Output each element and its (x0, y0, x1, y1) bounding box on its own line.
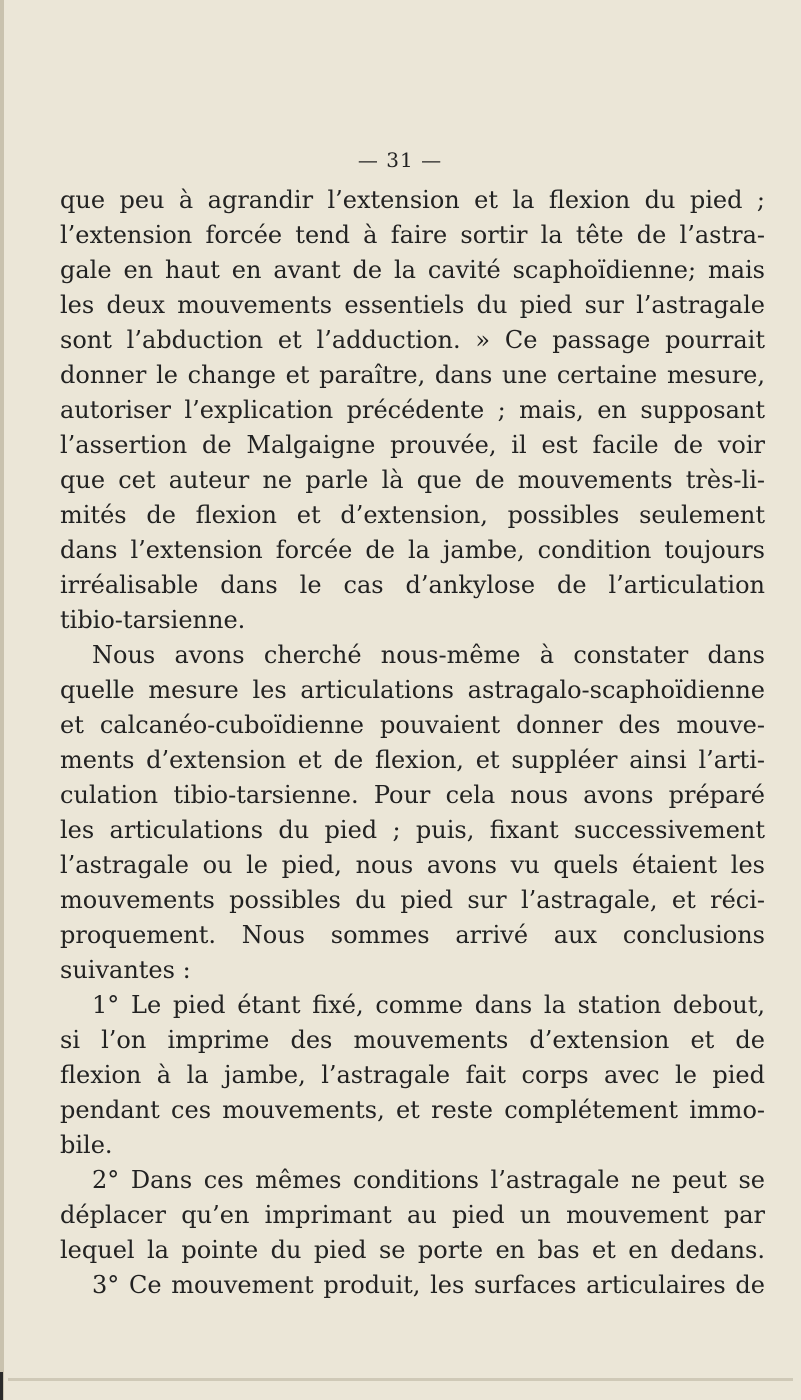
text-line: que peu à agrandir l’extension et la flexion du pied ; (60, 186, 765, 214)
page-number: — 31 — (357, 148, 443, 172)
text-line: dans l’extension forcée de la jambe, condition toujours (60, 536, 765, 564)
text-line: proquement. Nous sommes arrivé aux conclusions (60, 921, 765, 949)
text-line: les articulations du pied ; puis, fixant successivement (60, 816, 765, 844)
text-line: culation tibio-tarsienne. Pour cela nous avons préparé (60, 781, 765, 809)
text-line: déplacer qu’en imprimant au pied un mouvement par (60, 1201, 765, 1229)
text-line: lequel la pointe du pied se porte en bas et en dedans. (60, 1236, 765, 1264)
text-line: pendant ces mouvements, et reste complétement immo- (60, 1096, 765, 1124)
text-line: mouvements possibles du pied sur l’astragale, et réci- (60, 886, 765, 914)
text-line: mités de flexion et d’extension, possibles seulement (60, 501, 765, 529)
page-edge-left (0, 0, 4, 1400)
text-line: l’extension forcée tend à faire sortir la tête de l’astra- (60, 221, 765, 249)
text-line: que cet auteur ne parle là que de mouvements très-li- (60, 466, 765, 494)
text-line: tibio-tarsienne. (60, 606, 246, 634)
text-line: 3° Ce mouvement produit, les surfaces articulaires de (92, 1271, 765, 1299)
text-line: suivantes : (60, 956, 191, 984)
text-line: quelle mesure les articulations astragalo-scaphoïdienne (60, 676, 765, 704)
text-line: Nous avons cherché nous-même à constater dans (92, 641, 765, 669)
text-line: 2° Dans ces mêmes conditions l’astragale ne peut se (92, 1166, 765, 1194)
text-line: sont l’abduction et l’adduction. » Ce passage pourrait (60, 326, 765, 354)
text-line: 1° Le pied étant fixé, comme dans la station debout, (92, 991, 765, 1019)
text-line: les deux mouvements essentiels du pied sur l’astragale (60, 291, 765, 319)
page-edge-bottom (8, 1378, 793, 1381)
text-line: flexion à la jambe, l’astragale fait corps avec le pied (60, 1061, 765, 1089)
text-line: gale en haut en avant de la cavité scaphoïdienne; mais (60, 256, 765, 284)
text-line: ments d’extension et de flexion, et suppléer ainsi l’arti- (60, 746, 765, 774)
text-line: et calcanéo-cuboïdienne pouvaient donner des mouve- (60, 711, 765, 739)
text-line: irréalisable dans le cas d’ankylose de l’articulation (60, 571, 765, 599)
text-line: si l’on imprime des mouvements d’extension et de (60, 1026, 765, 1054)
text-line: bile. (60, 1131, 113, 1159)
body-text (60, 183, 765, 1303)
text-line: l’assertion de Malgaigne prouvée, il est facile de voir (60, 431, 765, 459)
text-line: l’astragale ou le pied, nous avons vu quels étaient les (60, 851, 765, 879)
page-edge-corner (0, 1372, 3, 1400)
text-line: donner le change et paraître, dans une certaine mesure, (60, 361, 765, 389)
text-line: autoriser l’explication précédente ; mais, en supposant (60, 396, 765, 424)
